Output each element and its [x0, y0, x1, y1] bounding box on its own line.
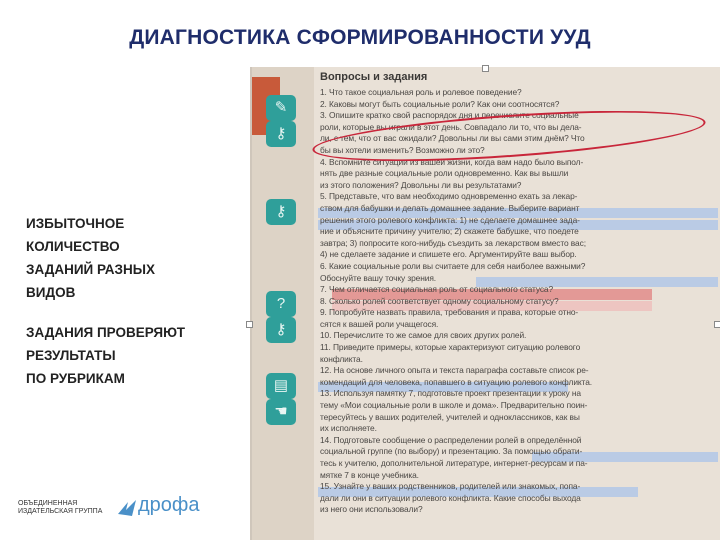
- question-line: конфликта.: [320, 353, 363, 364]
- selection-handle[interactable]: [482, 65, 489, 72]
- question-line: из этого положения? Довольны ли вы результатами?: [320, 179, 522, 190]
- question-line: тему «Мои социальные роли в школе и дома». Предварительно поин-: [320, 400, 588, 411]
- left-note-rubrics: [26, 321, 185, 390]
- left-note-line: ВИДОВ: [26, 285, 76, 300]
- question-line: комендаций для человека, попавшего в ситуацию ролевого конфликта.: [320, 376, 592, 387]
- question-line: 6. Какие социальные роли вы считаете для себя наиболее важными?: [320, 260, 586, 271]
- left-note-line: РЕЗУЛЬТАТЫ: [26, 348, 116, 363]
- question-line: 12. На основе личного опыта и текста параграфа составьте список ре-: [320, 365, 589, 376]
- left-note-line: ИЗБЫТОЧНОЕ: [26, 216, 125, 231]
- question-line: решения этого ролевого конфликта: 1) не сделаете домашнее зада-: [320, 214, 580, 225]
- scan-header: Вопросы и задания: [320, 71, 428, 83]
- question-icon: ?: [266, 291, 296, 317]
- left-note-excess-tasks: [26, 212, 155, 304]
- question-line: 8. Сколько ролей соответствует одному социальному статусу?: [320, 295, 559, 306]
- question-line: тересуйтесь у ваших родителей, учителей и одноклассников, как вы: [320, 411, 580, 422]
- pencil-icon: ✎: [266, 95, 296, 121]
- question-line: Обоснуйте вашу точку зрения.: [320, 272, 436, 283]
- question-line: 1. Что такое социальная роль и ролевое поведение?: [320, 87, 522, 97]
- question-line: их исполняете.: [320, 423, 377, 434]
- question-line: 3. Опишите кратко свой распорядок дня и перечислите социальные: [320, 110, 579, 121]
- question-line: ли, с тем, что от вас ожидали? Довольны ли вы сами этим днём? Что: [320, 133, 585, 144]
- question-line: социальной группе (по выбору) и презентацию. За помощью обрати-: [320, 446, 583, 457]
- left-note-line: КОЛИЧЕСТВО: [26, 239, 120, 254]
- question-line: из него они использовали?: [320, 504, 423, 515]
- question-line: бы вы хотели изменить? Возможно ли это?: [320, 144, 485, 155]
- question-line: ством для бабушки и делать домашнее задание. Выберите вариант: [320, 202, 580, 213]
- question-line: роли, которые вы играли в этот день. Совпадало ли то, что вы дела-: [320, 121, 582, 132]
- question-line: 9. Попробуйте назвать правила, требования и права, которые отно-: [320, 307, 579, 318]
- hand-icon: ☚: [266, 399, 296, 425]
- publisher-group-line: ОБЪЕДИНЕННАЯ: [18, 500, 78, 507]
- selection-handle[interactable]: [714, 321, 720, 328]
- question-line: 4) не сделаете задание и спишете его. Аргументируйте ваш выбор.: [320, 249, 577, 260]
- question-line: завтра; 3) попросите кого-нибудь съездить за лекарством вместо вас;: [320, 237, 586, 248]
- question-line: 10. Перечислите то же самое для своих других ролей.: [320, 330, 527, 341]
- key-icon: ⚷: [266, 199, 296, 225]
- slide-title: ДИАГНОСТИКА СФОРМИРОВАННОСТИ УУД: [129, 26, 591, 49]
- question-line: 15. Узнайте у ваших родственников, родителей или знакомых, попа-: [320, 481, 581, 492]
- key-icon: ⚷: [266, 317, 296, 343]
- question-line: тесь к учителю, дополнительной литературе, интернет-ресурсам и па-: [320, 458, 588, 468]
- publisher-group-logo: [18, 500, 102, 516]
- drofa-logo-text: дрофа: [138, 494, 200, 516]
- question-line: нять две разные социальные роли одновременно. Как вы вышли: [320, 168, 569, 179]
- question-line: 2. Каковы могут быть социальные роли? Как они соотносятся?: [320, 98, 560, 109]
- question-line: ние и объясните причину учителю; 2) скажете бабушке, что поедете: [320, 226, 579, 237]
- question-line: дали ли они в ситуации ролевого конфликта. Какие способы выхода: [320, 492, 581, 503]
- question-line: 5. Представьте, что вам необходимо одновременно ехать за лекар-: [320, 191, 578, 202]
- left-note-line: ЗАДАНИЯ ПРОВЕРЯЮТ: [26, 325, 185, 340]
- publisher-group-line: ИЗДАТЕЛЬСКАЯ ГРУППА: [18, 508, 103, 515]
- left-note-line: ЗАДАНИЙ РАЗНЫХ: [26, 262, 155, 277]
- question-line: 13. Используя памятку 7, подготовьте проект презентации к уроку на: [320, 388, 581, 399]
- key-icon: ⚷: [266, 121, 296, 147]
- question-line: 7. Чем отличается социальная роль от социального статуса?: [320, 284, 554, 295]
- question-line: сятся к вашей роли учащегося.: [320, 318, 439, 329]
- question-line: 4. Вспомните ситуации из вашей жизни, когда вам надо было выпол-: [320, 156, 584, 167]
- question-line: мятке 7 в конце учебника.: [320, 469, 419, 480]
- selection-handle[interactable]: [246, 321, 253, 328]
- book-icon: ▤: [266, 373, 296, 399]
- left-note-line: ПО РУБРИКАМ: [26, 371, 125, 386]
- question-line: 11. Приведите примеры, которые характеризуют ситуацию ролевого: [320, 342, 581, 353]
- question-line: 14. Подготовьте сообщение о распределении ролей в определённой: [320, 434, 582, 445]
